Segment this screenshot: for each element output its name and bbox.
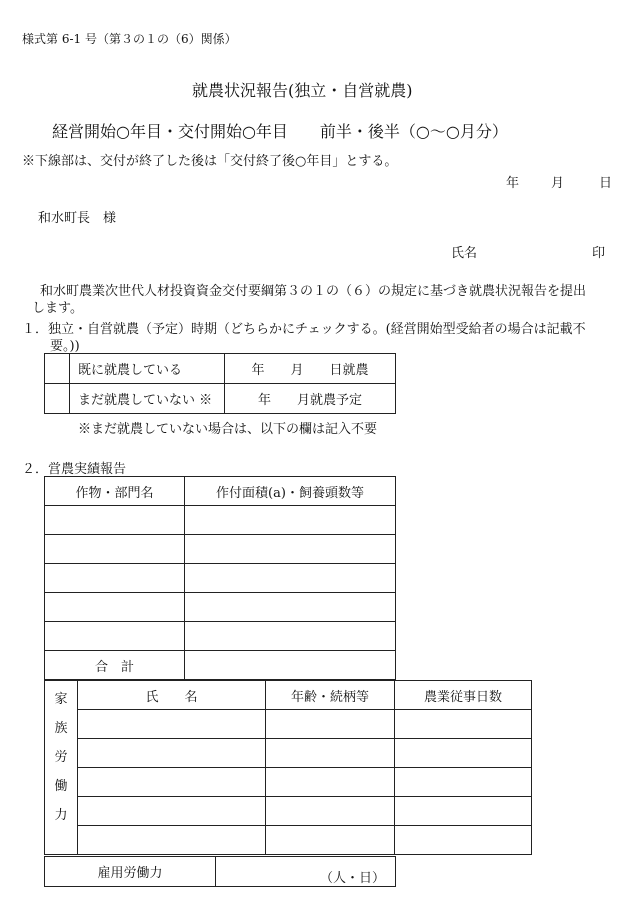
name-cell[interactable] — [78, 826, 266, 855]
table-row — [45, 826, 532, 855]
checkbox-not-yet-farming[interactable] — [45, 384, 70, 414]
crop-cell[interactable] — [45, 535, 185, 564]
crop-cell[interactable] — [45, 593, 185, 622]
name-cell[interactable] — [78, 797, 266, 826]
name-cell[interactable] — [78, 768, 266, 797]
name-col-header: 氏 名 — [78, 681, 266, 710]
intro-line-1: 和水町農業次世代人材投資資金交付要綱第３の１の（６）の規定に基づき就農状況報告を提出 — [40, 284, 587, 299]
employed-labor-value[interactable] — [216, 857, 396, 887]
area-cell[interactable] — [185, 593, 396, 622]
table-row — [45, 593, 396, 622]
section2-heading: ２．営農実績報告 — [22, 462, 127, 477]
table-row — [45, 506, 396, 535]
name-cell[interactable] — [78, 710, 266, 739]
family-label-char: 労 — [54, 750, 68, 765]
total-label: 合 計 — [45, 651, 185, 680]
family-labor-table — [44, 680, 532, 855]
not-yet-farming-label: まだ就農していない ※ — [70, 384, 225, 414]
employed-labor-label: 雇用労働力 — [45, 857, 216, 887]
days-cell[interactable] — [395, 768, 532, 797]
table-row — [45, 768, 532, 797]
crop-table — [44, 476, 396, 680]
family-label-char: 族 — [54, 721, 68, 736]
area-col-header: 作付面積(a)・飼養頭数等 — [185, 477, 396, 506]
already-farming-date: 年 月 日就農 — [225, 354, 396, 384]
employed-labor-unit: （人・日） — [319, 871, 385, 886]
addressee: 和水町長 様 — [38, 211, 117, 226]
section1-heading-cont: 要。)) — [50, 339, 80, 354]
days-cell[interactable] — [395, 710, 532, 739]
name-label: 氏名 — [451, 246, 478, 261]
checkbox-already-farming[interactable] — [45, 354, 70, 384]
family-label-char: 働 — [54, 779, 68, 794]
table-row — [45, 710, 532, 739]
family-labor-label — [45, 681, 78, 855]
date-month: 月 — [551, 176, 565, 191]
days-cell[interactable] — [395, 797, 532, 826]
already-farming-label: 既に就農している — [70, 354, 225, 384]
area-cell[interactable] — [185, 622, 396, 651]
underline-note: ※下線部は、交付が終了した後は「交付終了後○年目」とする。 — [22, 154, 398, 169]
days-cell[interactable] — [395, 826, 532, 855]
age-cell[interactable] — [266, 768, 395, 797]
table-row — [45, 797, 532, 826]
family-label-char: 家 — [54, 692, 68, 707]
area-cell[interactable] — [185, 535, 396, 564]
age-cell[interactable] — [266, 826, 395, 855]
crop-cell[interactable] — [45, 506, 185, 535]
area-cell[interactable] — [185, 506, 396, 535]
age-col-header: 年齢・続柄等 — [266, 681, 395, 710]
seal-label: 印 — [592, 246, 606, 261]
table-row — [45, 622, 396, 651]
age-cell[interactable] — [266, 710, 395, 739]
area-cell[interactable] — [185, 564, 396, 593]
age-cell[interactable] — [266, 797, 395, 826]
intro-line-2: します。 — [32, 301, 83, 316]
form-id: 様式第 6-1 号（第３の１の（6）関係） — [22, 32, 237, 46]
table-row — [45, 739, 532, 768]
section1-heading: １．独立・自営就農（予定）時期（どちらかにチェックする。(経営開始型受給者の場合は記載不 — [22, 322, 586, 337]
not-yet-farming-date: 年 月就農予定 — [225, 384, 396, 414]
days-col-header: 農業従事日数 — [395, 681, 532, 710]
table-row — [45, 564, 396, 593]
section1-footnote: ※まだ就農していない場合は、以下の欄は記入不要 — [78, 422, 378, 437]
page-title: 就農状況報告(独立・自営就農) — [192, 81, 413, 100]
days-cell[interactable] — [395, 739, 532, 768]
table-row — [45, 535, 396, 564]
employed-labor-table — [44, 856, 396, 887]
crop-cell[interactable] — [45, 564, 185, 593]
family-label-char: 力 — [54, 808, 68, 823]
crop-cell[interactable] — [45, 622, 185, 651]
age-cell[interactable] — [266, 739, 395, 768]
farming-start-table — [44, 353, 396, 414]
name-cell[interactable] — [78, 739, 266, 768]
total-cell[interactable] — [185, 651, 396, 680]
date-year: 年 — [506, 176, 520, 191]
date-day: 日 — [599, 176, 613, 191]
crop-col-header: 作物・部門名 — [45, 477, 185, 506]
report-period: 経営開始○年目・交付開始○年目 前半・後半（○～○月分） — [52, 122, 508, 141]
